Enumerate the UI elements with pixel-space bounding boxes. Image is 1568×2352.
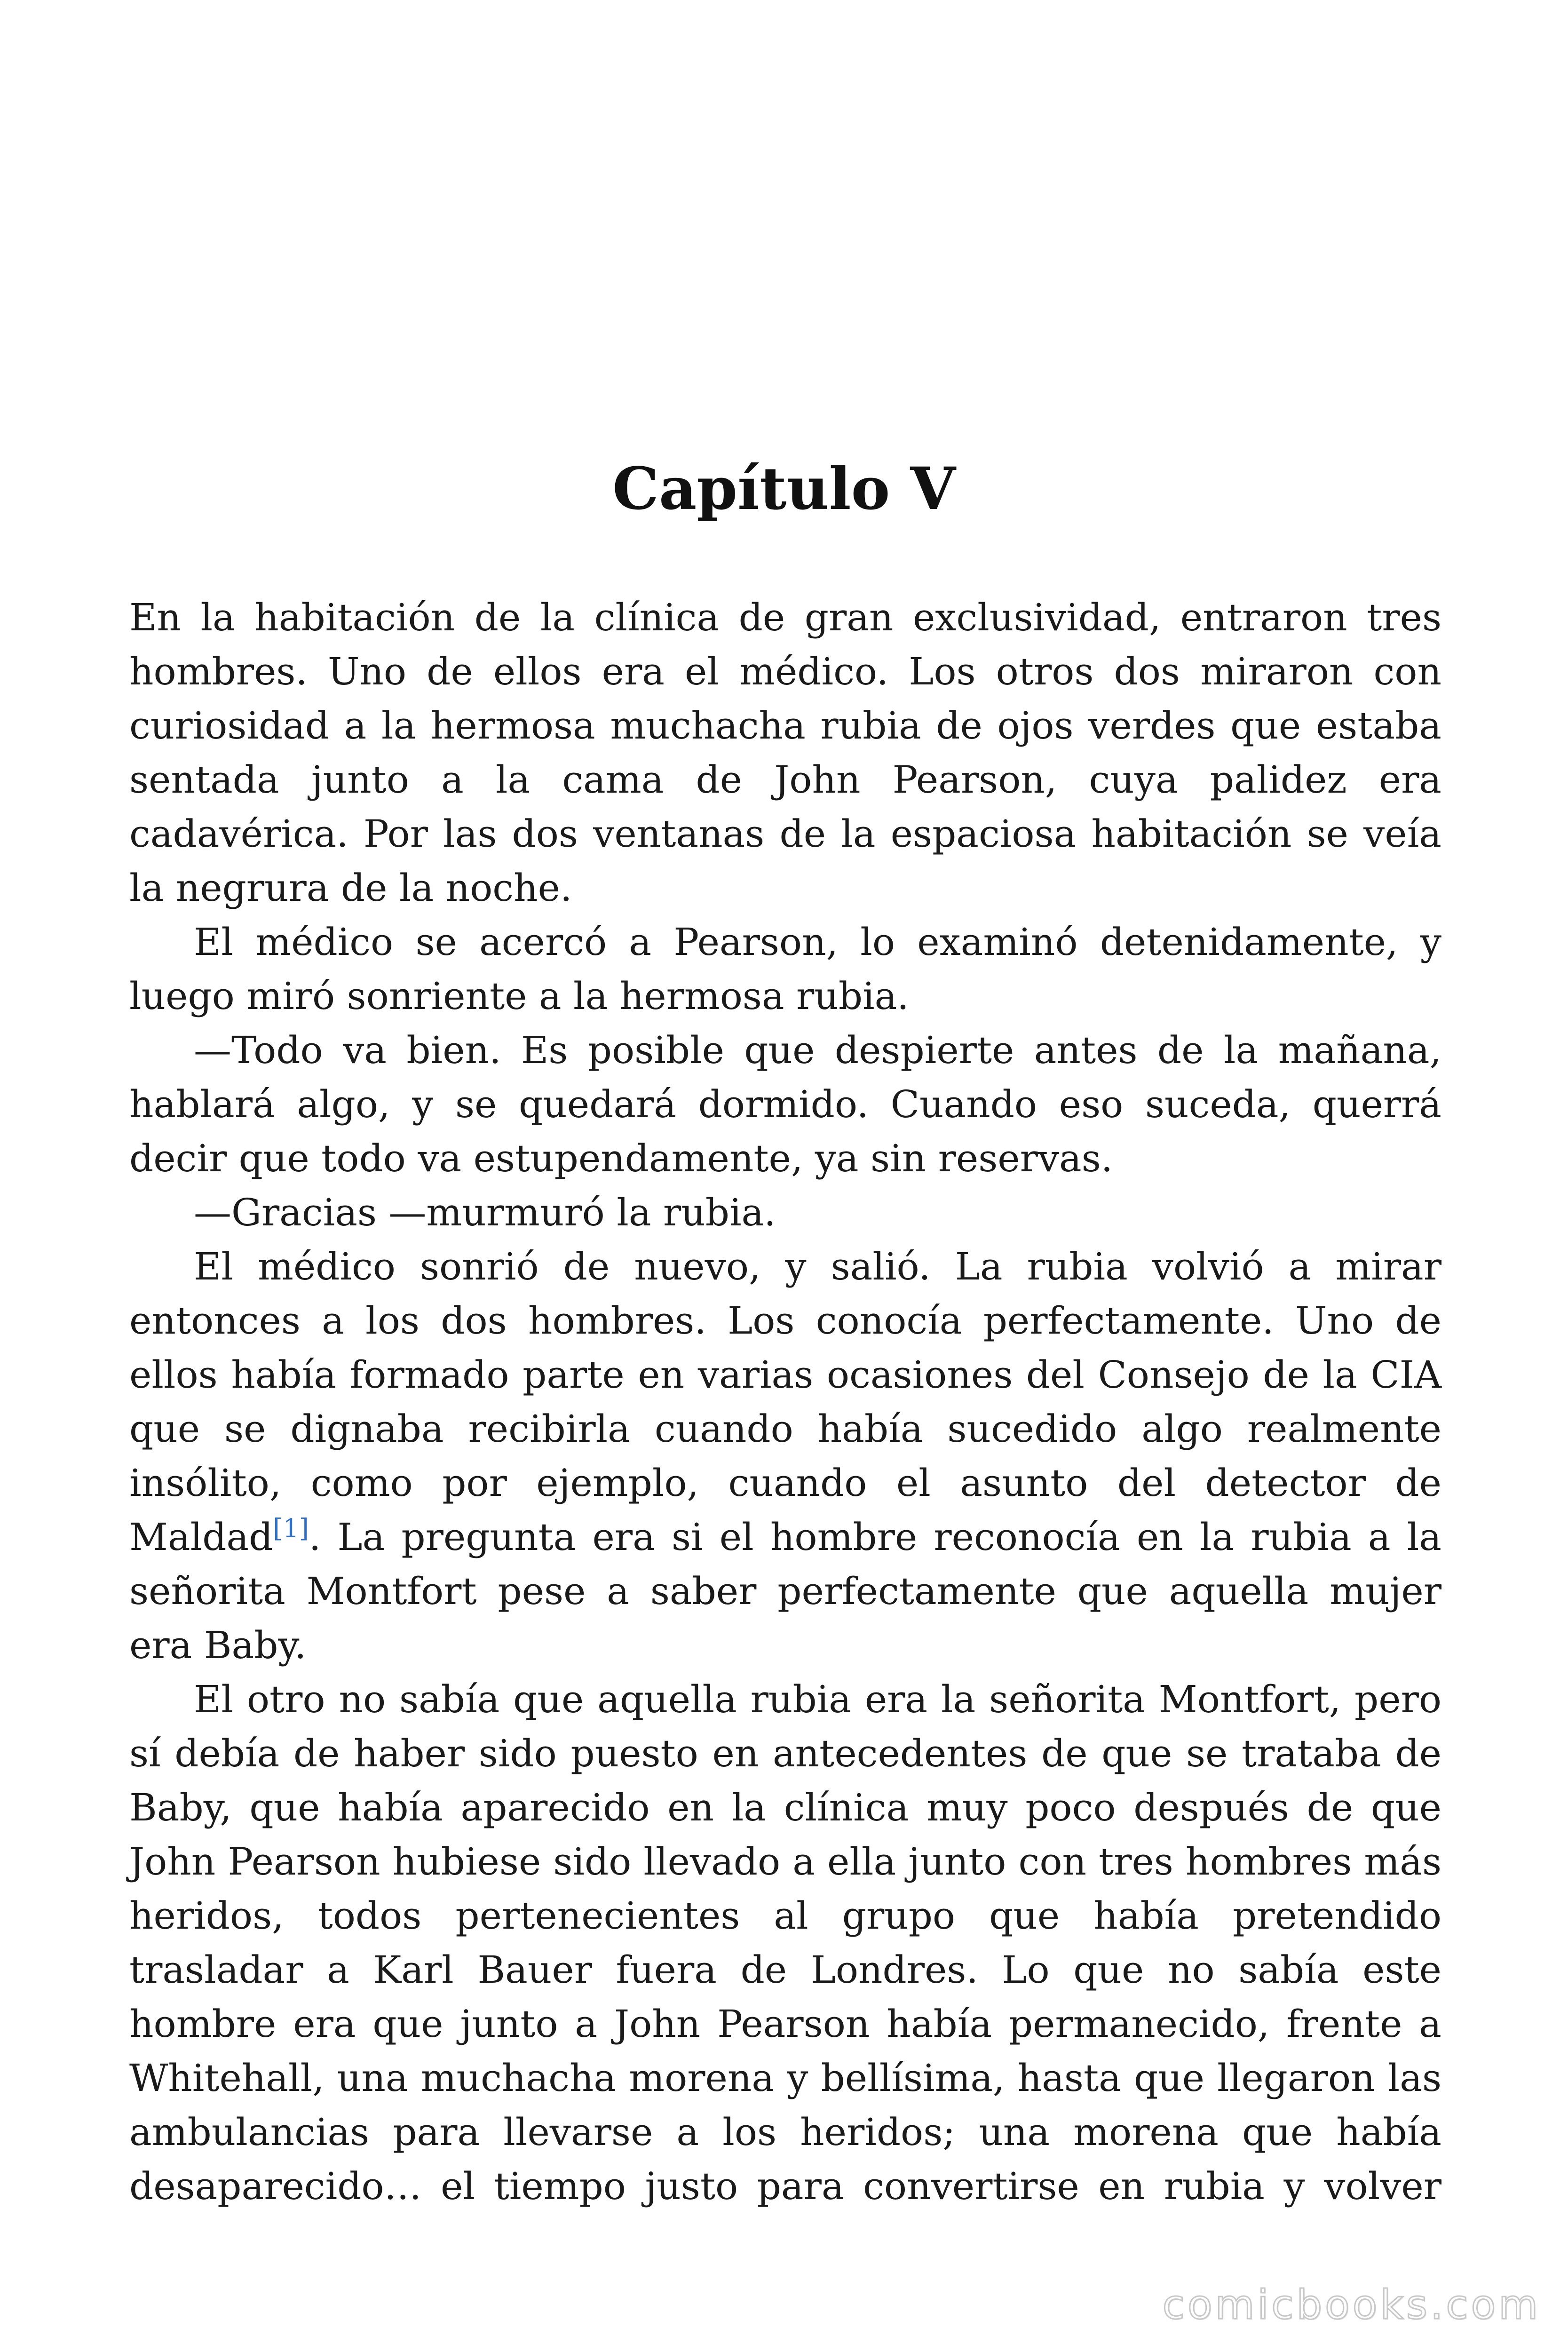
paragraph-5-text-after: . La pregunta era si el hombre reconocía en la rubia a la señorita Montfort pese a saber perfectamente que aquella mujer era Baby. [129, 1515, 1441, 1667]
paragraph-6: El otro no sabía que aquella rubia era la señorita Montfort, pero sí debía de haber sido puesto en antecedentes de que se trataba de Baby, que había aparecido en la clínica muy poco después de que John Pearson hubiese sido llevado a ella junto con tres hombres más heridos, todos pertenecientes al grupo que había pretendido trasladar a Karl Bauer fuera de Londres. Lo que no sabía este hombre era que junto a John Pearson había permanecido, frente a Whitehall, una muchacha morena y bellísima, hasta que llegaron las ambulancias para llevarse a los heridos; una morena que había desaparecido… el tiempo justo para convertirse en rubia y volver [129, 1677, 1441, 2208]
paragraph-4: —Gracias —murmuró la rubia. [194, 1191, 776, 1234]
chapter-body [129, 590, 1441, 2213]
footnote-link[interactable]: [1] [273, 1513, 309, 1543]
paragraph-5-text-before: El médico sonrió de nuevo, y salió. La rubia volvió a mirar entonces a los dos hombres. Los conocía perfectamente. Uno de ellos había formado parte en varias ocasiones del Consejo de la CIA que se dignaba recibirla cuando había sucedido algo realmente insólito, como por ejemplo, cuando el asunto del detector de Maldad [129, 1245, 1441, 1559]
paragraph-3: —Todo va bien. Es posible que despierte antes de la mañana, hablará algo, y se quedará dormido. Cuando eso suceda, querrá decir que todo va estupendamente, ya sin reservas. [129, 1028, 1441, 1180]
paragraph-2: El médico se acercó a Pearson, lo examinó detenidamente, y luego miró sonriente a la hermosa rubia. [129, 920, 1441, 1018]
watermark-logo: comicbooks.com [1162, 2281, 1541, 2328]
chapter-title: Capítulo V [612, 455, 956, 523]
paragraph-1: En la habitación de la clínica de gran exclusividad, entraron tres hombres. Uno de ellos era el médico. Los otros dos miraron con curiosidad a la hermosa muchacha rubia de ojos verdes que estaba sentada junto a la cama de John Pearson, cuya palidez era cadavérica. Por las dos ventanas de la espaciosa habitación se veía la negrura de la noche. [129, 596, 1441, 910]
paragraph-5 [129, 1240, 1441, 1672]
